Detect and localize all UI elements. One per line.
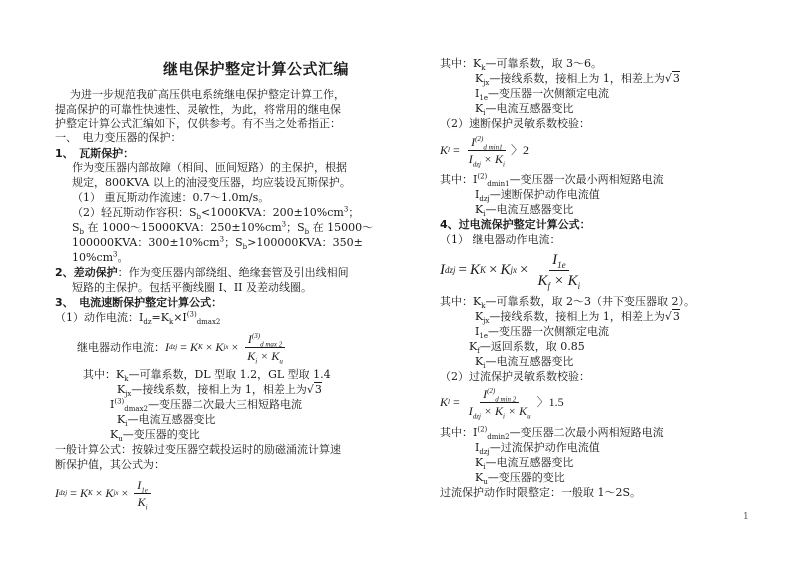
r-i1e-definition: $I_{1e}—$变压器一次侧额定电流 [475,87,609,103]
differential-protection: 2、差动保护：作为变压器内部绕组、绝缘套管及引出线相间 [55,266,349,279]
r-ki-definition-2: $K_i—$电流互感器变比 [475,203,574,219]
general-formula: I dzj = K K × K jx × $\frac{I_{1e}}{K_i}$ [55,478,154,508]
section-transformer-protection: 一、 电力变压器的保护： [55,131,182,144]
r-i1e-definition-3: $I_{1e}—$变压器一次侧额定电流 [475,325,609,341]
general-formula-text-2: 断保护值，其公式为： [55,458,165,471]
idmax2-definition: $I^{(3)}_{dmax2}—$变压器二次最大三相短路电流 [110,397,302,414]
overcurrent-sensitivity-heading: （2）过流保护灵敏系数校验： [440,370,590,383]
r-kjx-definition: $K_{jx}—$接线系数，接相上为 1，相差上为√3 [475,72,680,88]
r-ki-definition: $K_i—$电流互感器变比 [475,102,574,118]
quick-sensitivity-formula: K l = $\frac{I^{(2)}_{d min1}}{I_{dzj} \times K_i}$ 〉2 [440,134,529,168]
ku-definition: $K_u—$变压器的变比 [110,428,200,444]
idmin2-definition: 其中：$I^{(2)}_{dmin2}—$变压器二次最小两相短路电流 [440,425,664,442]
r-kk-definition-3: 其中：$K_k—$可靠系数，取 2～3（井下变压器取 2）。 [440,295,695,311]
r-ku-definition-4: $K_u—$变压器的变比 [475,471,565,487]
r-idzj-definition: $I_{dzj}—$速断保护动作电流值 [475,188,600,204]
formula-idzj: I dzj = K K × K jx × $\frac{I^{(3)}_{d max 2}}{K_i \times K_u}$ [165,332,289,363]
overcurrent-item-1: （1） 继电器动作电流： [440,233,561,246]
gas-text-1: 作为变压器内部故障（相间、匝间短路）的主保护，根据 [72,161,347,174]
intro-line-1: 为进一步规范我矿高压供电系统继电保护整定计算工作， [70,88,345,101]
r-ki-definition-4: $K_i—$电流互感器变比 [475,456,574,472]
general-formula-text-1: 一般计算公式：按躲过变压器空载投运时的励磁涌流计算速 [55,443,341,456]
r-ki-definition-3: $K_i—$电流互感器变比 [475,355,574,371]
idmin1-definition: 其中：$I^{(2)}_{dmin1}—$变压器一次最小两相短路电流 [440,172,664,189]
r-kjx-definition-3: $K_{jx}—$接线系数，接相上为 1，相差上为√3 [475,310,680,326]
intro-line-2: 提高保护的可靠性快速性、灵敏性，为此，将常用的继电保 [55,103,341,116]
document-title: 继电保护整定计算公式汇编 [163,60,350,78]
overcurrent-heading: 4、过电流保护整定计算公式： [440,218,591,231]
kf-definition: $K_f—$返回系数，取 0.85 [469,340,585,356]
kjx-definition: $K_{jx}—$接线系数，接相上为 1，相差上为√3 [117,383,322,399]
action-current: （1）动作电流：$I_{dz}=K_k\times I^{(3)}_{dmax2}$ [55,310,221,327]
gas-item-2-line-3: 100000KVA：$300\pm 10\%cm^3$；$S_b>100000KVA$：350± [72,235,363,252]
ki-definition: $K_i—$电流互感器变比 [117,413,216,429]
kk-definition: 其中：$K_k—$可靠系数，DL 型取 1.2，GL 型取 1.4 [83,368,331,384]
r-idzj-definition-4: $I_{dzj}—$过流保护动作电流值 [475,441,600,457]
gas-text-2: 规定，800KVA 以上的油浸变压器，均应装设瓦斯保护。 [72,176,351,189]
quick-sensitivity-heading: （2）速断保护灵敏系数校验： [440,117,590,130]
gas-protection-heading: 1、 瓦斯保护： [55,147,135,160]
gas-item-2-line-4: $10\%cm^3$。 [72,250,129,264]
time-limit-text: 过流保护动作时限整定：一般取 1～2S。 [440,486,642,499]
page-number: 1 [743,512,749,522]
overcurrent-sensitivity-formula: K l = $\frac{I^{(2)}_{d min 2}}{I_{dzj} \times K_i \times K_u}$ 〉1.5 [440,386,564,420]
formula-label: 继电器动作电流： [77,340,165,354]
overcurrent-formula: I dzj = K K × K jx × $\frac{I_{1e}}{K_f \times K_i}$ [440,251,581,291]
relay-action-current-formula [77,331,289,365]
differential-text-2: 短路的主保护。包括平衡线圈 I、II 及差动线圈。 [72,281,313,294]
gas-item-2: （2）轻瓦斯动作容积：$S_b<1000KVA$：$200\pm 10\%cm^3$； [72,205,360,222]
gas-item-2-line-2: $S_b$ 在 1000～15000KVA：$250\pm 10\%cm^3$；$S_b$ 在 15000～ [72,220,374,237]
gas-item-1: （1） 重瓦斯动作流速：0.7～1.0m/s。 [72,191,270,204]
r-kk-definition: 其中：$K_k—$可靠系数，取 3～6。 [440,57,602,73]
quick-break-heading: 3、 电流速断保护整定计算公式： [55,296,223,309]
intro-line-3: 护整定计算公式汇编如下，仅供参考。有不当之处希指正： [55,117,341,130]
